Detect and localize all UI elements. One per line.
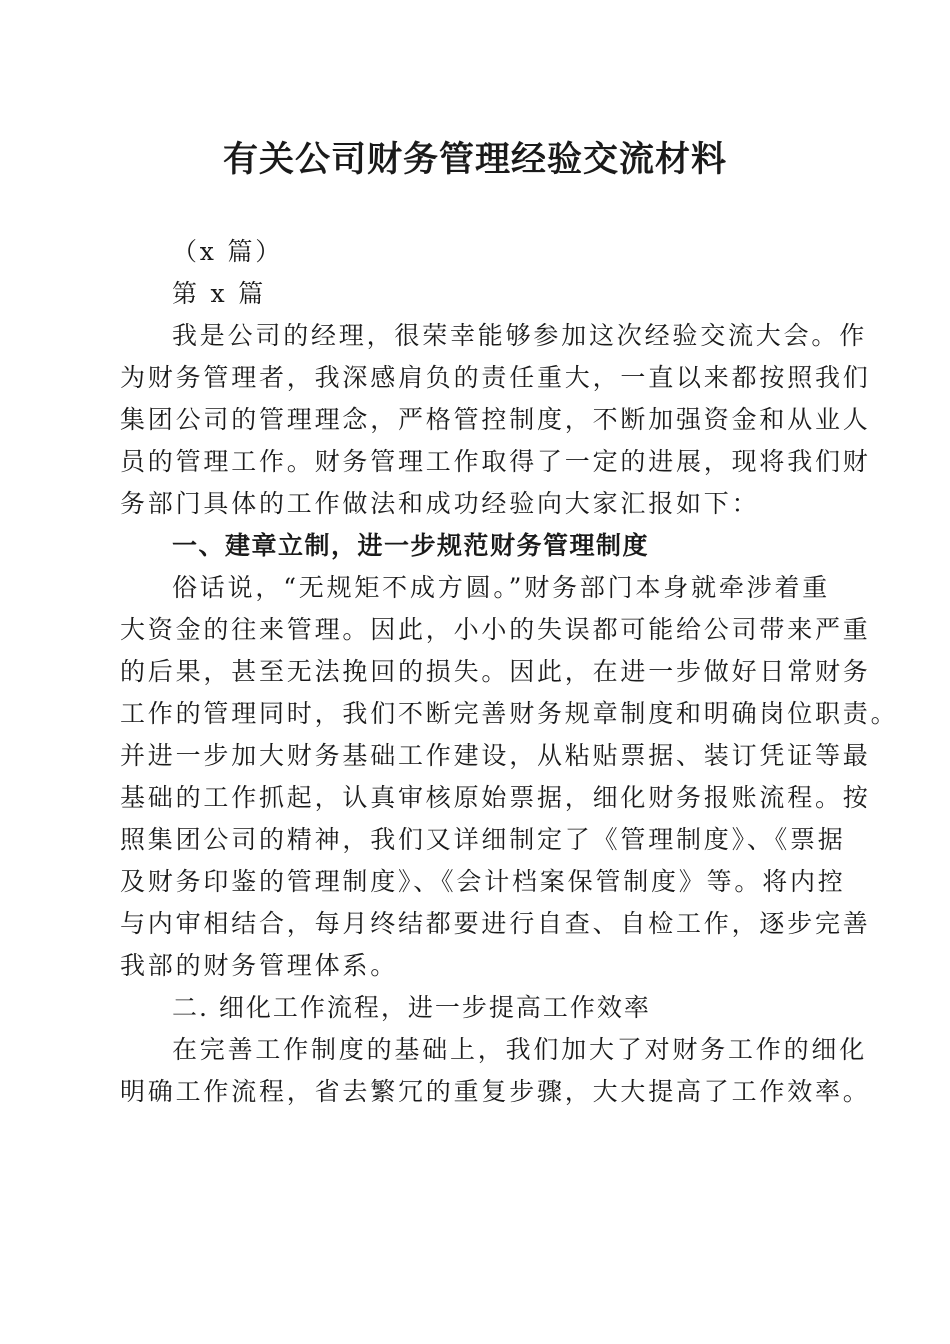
document-body <box>120 231 899 1113</box>
paragraph-line: 及财务印鉴的管理制度》、《会计档案保管制度》等。将内控 <box>120 867 846 896</box>
paragraph-line: 基础的工作抓起，认真审核原始票据，细化财务报账流程。按 <box>120 783 871 812</box>
paragraph-line: 集团公司的管理理念，严格管控制度，不断加强资金和从业人 <box>120 405 871 434</box>
paragraph-line: 为财务管理者，我深感肩负的责任重大，一直以来都按照我们 <box>120 363 871 392</box>
section-heading-1: 一、建章立制，进一步规范财务管理制度 <box>172 531 650 560</box>
paragraph-line: 与内审相结合，每月终结都要进行自查、自检工作，逐步完善 <box>120 909 871 938</box>
paragraph-line: 并进一步加大财务基础工作建设，从粘贴票据、装订凭证等最 <box>120 741 871 770</box>
paragraph-intro <box>120 315 871 525</box>
paragraph-line: 员的管理工作。财务管理工作取得了一定的进展，现将我们财 <box>120 447 871 476</box>
paragraph-line: 明确工作流程，省去繁冗的重复步骤，大大提高了工作效率。 <box>120 1077 871 1106</box>
document-title: 有关公司财务管理经验交流材料 <box>222 139 727 180</box>
paragraph-line: 的后果，甚至无法挽回的损失。因此，在进一步做好日常财务 <box>120 657 871 686</box>
paragraph-line: 工作的管理同时，我们不断完善财务规章制度和明确岗位职责。 <box>120 699 899 728</box>
paragraph-rules <box>120 567 899 987</box>
paragraph-line: 大资金的往来管理。因此，小小的失误都可能给公司带来严重 <box>120 615 871 644</box>
section-label: 第 x 篇 <box>172 279 266 308</box>
paragraph-line: 我部的财务管理体系。 <box>120 951 399 980</box>
paragraph-line: 在完善工作制度的基础上，我们加大了对财务工作的细化 <box>172 1035 868 1064</box>
paragraph-line: 我是公司的经理，很荣幸能够参加这次经验交流大会。作 <box>172 321 868 350</box>
paragraph-line: 俗话说，“无规矩不成方圆。”财务部门本身就牵涉着重 <box>172 573 831 602</box>
paragraph-line: 务部门具体的工作做法和成功经验向大家汇报如下： <box>120 489 760 518</box>
paragraph-line: 照集团公司的精神，我们又详细制定了《管理制度》、《票据 <box>120 825 846 854</box>
subtitle: （x 篇） <box>172 237 284 266</box>
paragraph-process <box>120 1029 871 1113</box>
section-heading-2: 二. 细化工作流程，进一步提高工作效率 <box>172 993 651 1022</box>
